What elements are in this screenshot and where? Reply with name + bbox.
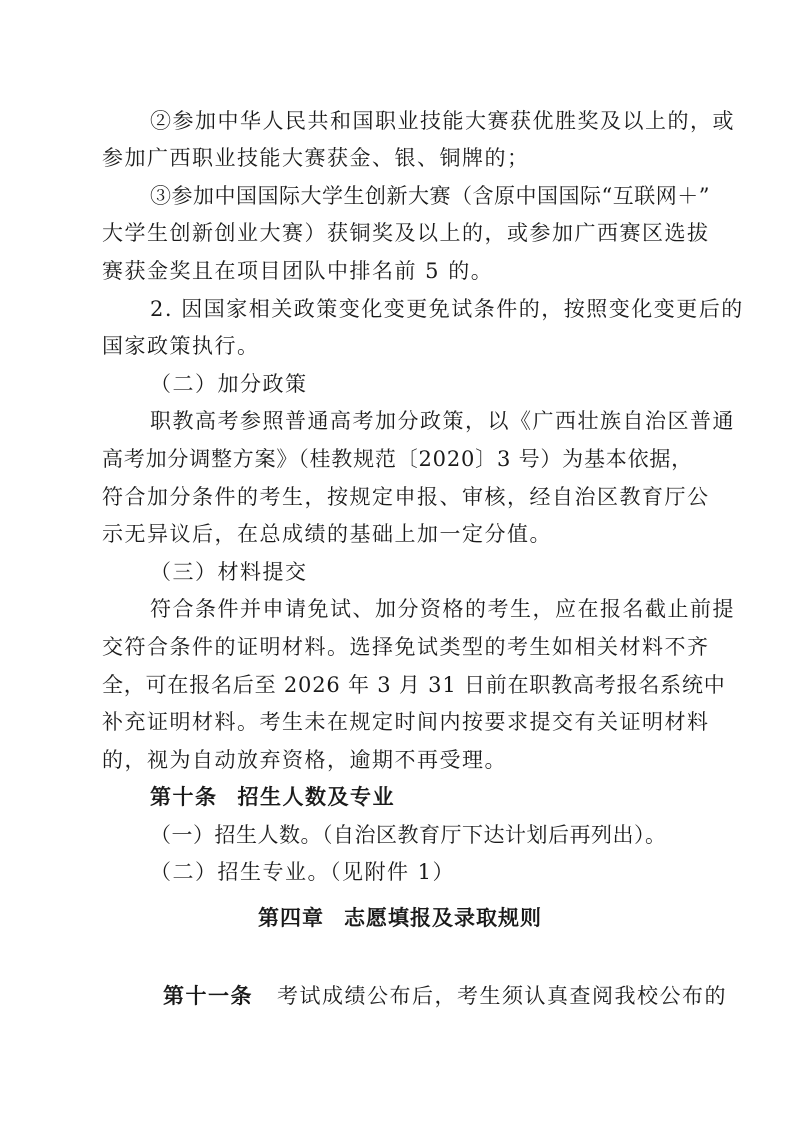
article-11-text: 考试成绩公布后，考生须认真查阅我校公布的 bbox=[277, 984, 727, 1008]
article-10-number: 第十条 bbox=[150, 785, 218, 809]
paragraph-line: 全，可在报名后至 2026 年 3 月 31 日前在职教高考报名系统中 bbox=[102, 673, 726, 697]
article-11-number: 第十一条 bbox=[163, 984, 253, 1008]
paragraph-line: 符合加分条件的考生，按规定申报、审核，经自治区教育厅公 bbox=[102, 485, 710, 509]
paragraph-line: 的，视为自动放弃资格，逾期不再受理。 bbox=[102, 748, 507, 772]
chapter-title: 志愿填报及录取规则 bbox=[344, 906, 542, 930]
paragraph-line: 补充证明材料。考生未在规定时间内按要求提交有关证明材料 bbox=[102, 710, 710, 734]
article-10-title: 招生人数及专业 bbox=[237, 785, 395, 809]
section-heading: （二）加分政策 bbox=[150, 372, 308, 396]
paragraph-line: 职教高考参照普通高考加分政策，以《广西壮族自治区普通 bbox=[150, 409, 735, 433]
paragraph-line: 高考加分调整方案》（桂教规范〔2020〕3 号）为基本依据， bbox=[102, 447, 693, 471]
paragraph-line: 2. 因国家相关政策变化变更免试条件的，按照变化变更后的 bbox=[150, 297, 744, 321]
paragraph-line: ③参加中国国际大学生创新大赛（含原中国国际“互联网＋” bbox=[150, 184, 710, 208]
paragraph-line: 交符合条件的证明材料。选择免试类型的考生如相关材料不齐 bbox=[102, 635, 710, 659]
paragraph-line: （一）招生人数。（自治区教育厅下达计划后再列出）。 bbox=[150, 823, 667, 847]
chapter-number: 第四章 bbox=[258, 906, 324, 930]
paragraph-line: 大学生创新创业大赛）获铜奖及以上的，或参加广西赛区选拔 bbox=[102, 221, 710, 245]
article-10-heading bbox=[0, 782, 800, 812]
paragraph-line: （二）招生专业。（见附件 1） bbox=[150, 860, 456, 884]
paragraph-line: 示无异议后，在总成绩的基础上加一定分值。 bbox=[102, 522, 552, 546]
article-11-line bbox=[0, 981, 800, 1011]
paragraph-line: ②参加中华人民共和国职业技能大赛获优胜奖及以上的，或 bbox=[150, 109, 735, 133]
paragraph-line: 符合条件并申请免试、加分资格的考生，应在报名截止前提 bbox=[150, 597, 735, 621]
paragraph-line: 国家政策执行。 bbox=[102, 334, 260, 358]
paragraph-line: 参加广西职业技能大赛获金、银、铜牌的； bbox=[102, 146, 530, 170]
paragraph-line: 赛获金奖且在项目团队中排名前 5 的。 bbox=[102, 259, 494, 283]
chapter-heading bbox=[0, 903, 800, 933]
section-heading: （三）材料提交 bbox=[150, 560, 308, 584]
